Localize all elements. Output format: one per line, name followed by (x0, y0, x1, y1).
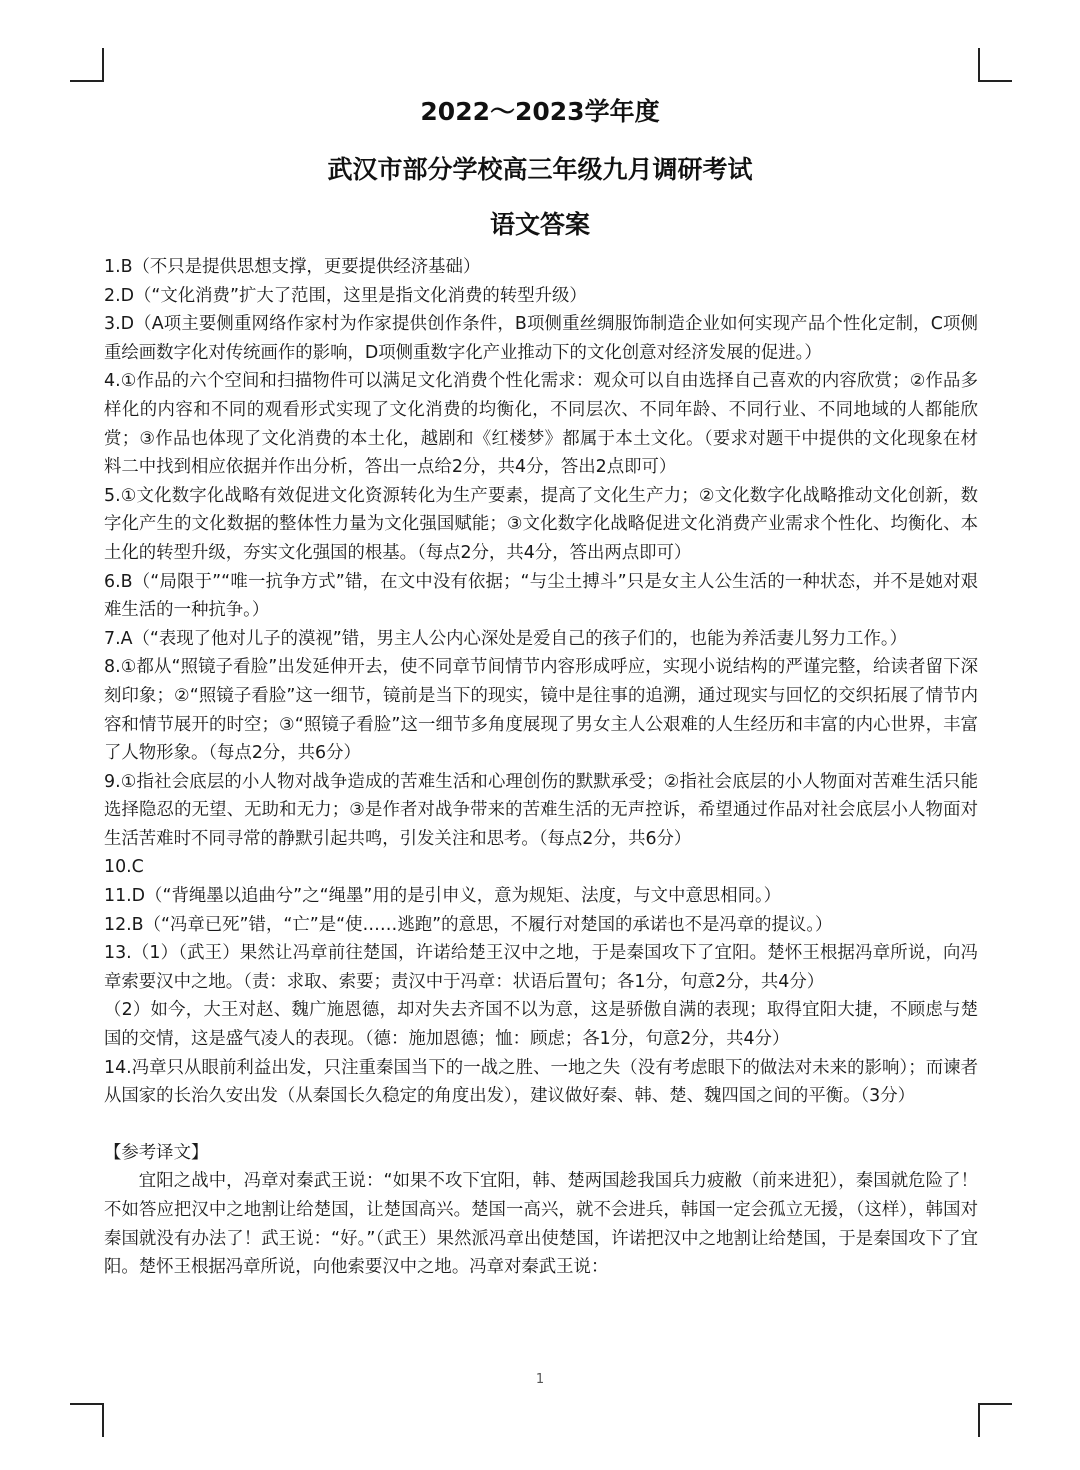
section-gap (104, 1111, 978, 1139)
answer-14: 14.冯章只从眼前利益出发，只注重秦国当下的一战之胜、一地之失（没有考虑眼下的做法对未来的影响）；而谏者从国家的长治久安出发（从秦国长久稳定的角度出发），建议做好秦、韩、楚、魏四国之间的平衡。（3分） (104, 1057, 978, 1107)
answer-10: 10.C (104, 857, 144, 878)
answer-12: 12.B（“冯章已死”错，“亡”是“使……逃跑”的意思，不履行对楚国的承诺也不是冯章的提议。） (104, 914, 833, 935)
answer-7: 7.A（“表现了他对儿子的漠视”错，男主人公内心深处是爱自己的孩子们的，也能为养活妻儿努力工作。） (104, 628, 908, 649)
answer-13-2: （2）如今，大王对赵、魏广施恩德，却对失去齐国不以为意，这是骄傲自满的表现；取得宜阳大捷，不顾虑与楚国的交情，这是盛气凌人的表现。（德：施加恩德；恤：顾虑；各1分，句意2分，共4分） (104, 1000, 978, 1050)
answer-13-1: 13.（1）（武王）果然让冯章前往楚国，许诺给楚王汉中之地，于是秦国攻下了宜阳。楚怀王根据冯章所说，向冯章索要汉中之地。（责：求取、索要；责汉中于冯章：状语后置句；各1分，句意2分，共4分） (104, 943, 978, 992)
crop-mark-bottom-left (70, 1403, 104, 1437)
exam-title: 武汉市部分学校高三年级九月调研考试 (327, 155, 753, 184)
answer-8: 8.①都从“照镜子看脸”出发延伸开去，使不同章节间情节内容形成呼应，实现小说结构的严谨完整，给读者留下深刻印象；②“照镜子看脸”这一细节，镜前是当下的现实，镜中是往事的追溯，通过现实与回忆的交织拓展了情节内容和情节展开的时空；③“照镜子看脸”这一细节多角度展现了男女主人公艰难的人生经历和丰富的内心世界，丰富了人物形象。（每点2分，共6分） (104, 657, 978, 764)
answer-2: 2.D（“文化消费”扩大了范围，这里是指文化消费的转型升级） (104, 285, 587, 306)
answer-9: 9.①指社会底层的小人物对战争造成的苦难生活和心理创伤的默默承受；②指社会底层的小人物面对苦难生活只能选择隐忍的无望、无助和无力；③是作者对战争带来的苦难生活的无声控诉，希望通过作品对社会底层小人物面对生活苦难时不同寻常的静默引起共鸣，引发关注和思考。（每点2分，共6分） (104, 771, 978, 849)
translation-heading: 【参考译文】 (104, 1142, 209, 1163)
answer-4: 4.①作品的六个空间和扫描物件可以满足文化消费个性化需求：观众可以自由选择自己喜欢的内容欣赏；②作品多样化的内容和不同的观看形式实现了文化消费的均衡化，不同层次、不同年龄、不同行业、不同地域的人都能欣赏；③作品也体现了文化消费的本土化，越剧和《红楼梦》都属于本土文化。（要求对题干中提供的文化现象在材料二中找到相应依据并作出分析，答出一点给2分，共4分，答出2点即可） (104, 371, 978, 478)
school-year-title: 2022～2023学年度 (420, 97, 660, 126)
crop-mark-top-left (70, 48, 104, 82)
page-number: 1 (535, 1372, 545, 1387)
answer-11: 11.D（“背绳墨以追曲兮”之“绳墨”用的是引申义，意为规矩、法度，与文中意思相同。） (104, 886, 782, 907)
answer-1: 1.B（不只是提供思想支撑，更要提供经济基础） (104, 257, 481, 277)
answer-key-title: 语文答案 (489, 210, 590, 239)
answer-5: 5.①文化数字化战略有效促进文化资源转化为生产要素，提高了文化生产力；②文化数字化战略推动文化创新，数字化产生的文化数据的整体性力量为文化强国赋能；③文化数字化战略促进文化消费产业需求个性化、均衡化、本土化的转型升级，夯实文化强国的根基。（每点2分，共4分，答出两点即可） (104, 485, 978, 563)
answer-6: 6.B（“局限于”“唯一抗争方式”错，在文中没有依据；“与尘土搏斗”只是女主人公生活的一种状态，并不是她对艰难生活的一种抗争。） (104, 571, 978, 621)
crop-mark-top-right (978, 48, 1012, 82)
crop-mark-bottom-right (978, 1403, 1012, 1437)
answer-content (104, 253, 978, 1282)
translation-text: 宜阳之战中，冯章对秦武王说：“如果不攻下宜阳，韩、楚两国趁我国兵力疲敝（前来进犯），秦国就危险了！不如答应把汉中之地割让给楚国，让楚国高兴。楚国一高兴，就不会进兵，韩国一定会孤立无援，（这样），韩国对秦国就没有办法了！武王说：“好。”（武王）果然派冯章出使楚国，许诺把汉中之地割让给楚国，于是秦国攻下了宜阳。楚怀王根据冯章所说，向他索要汉中之地。冯章对秦武王说： (104, 1171, 978, 1278)
answer-3: 3.D（A项主要侧重网络作家村为作家提供创作条件，B项侧重丝绸服饰制造企业如何实现产品个性化定制，C项侧重绘画数字化对传统画作的影响，D项侧重数字化产业推动下的文化创意对经济发展的促进。） (104, 314, 978, 363)
